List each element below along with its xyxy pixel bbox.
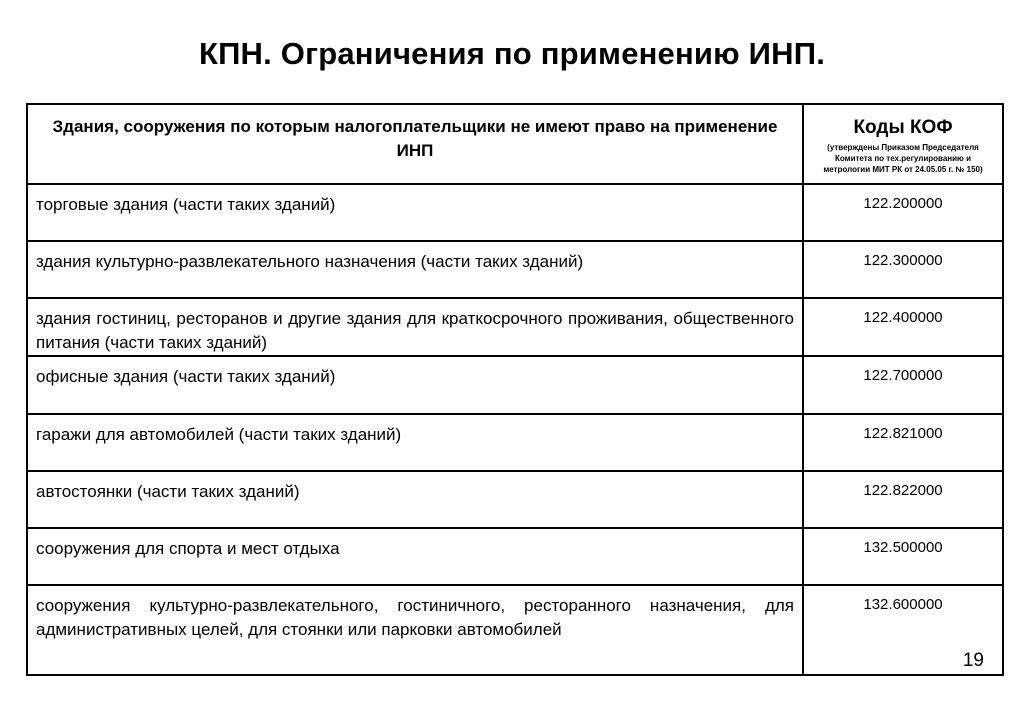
codes-title: Коды КОФ xyxy=(853,117,953,138)
table-row xyxy=(27,528,1003,585)
row-description: здания гостиниц, ресторанов и другие здания для краткосрочного проживания, общественного питания (части таких зданий) xyxy=(27,298,803,356)
row-description: автостоянки (части таких зданий) xyxy=(27,471,803,528)
row-description: гаражи для автомобилей (части таких зданий) xyxy=(27,414,803,471)
table-row xyxy=(27,356,1003,414)
page-number: 19 xyxy=(962,650,984,671)
row-description: здания культурно-развлекательного назначения (части таких зданий) xyxy=(27,241,803,298)
row-code: 122.300000 xyxy=(803,241,1003,298)
slide-title: КПН. Ограничения по применению ИНП. xyxy=(198,36,826,71)
table-row xyxy=(27,585,1003,675)
row-description: сооружения культурно-развлекательного, гостиничного, ресторанного назначения, для административных целей, для стоянки или парковки автомобилей xyxy=(27,585,803,675)
table-row xyxy=(27,471,1003,528)
codes-note: (утверждены Приказом Председателя Комитета по тех.регулированию и метрологии МИТ РК от 24.05.05 г. № 150) xyxy=(823,143,983,174)
row-code: 122.822000 xyxy=(803,471,1003,528)
restrictions-table xyxy=(26,103,1004,676)
row-description: офисные здания (части таких зданий) xyxy=(27,356,803,414)
row-code: 122.821000 xyxy=(803,414,1003,471)
row-code: 132.500000 xyxy=(803,528,1003,585)
row-code: 122.200000 xyxy=(803,184,1003,241)
row-code: 132.600000 xyxy=(803,585,1003,675)
row-code: 122.700000 xyxy=(803,356,1003,414)
table-row xyxy=(27,241,1003,298)
row-code: 122.400000 xyxy=(803,298,1003,356)
table-header-row xyxy=(27,104,1003,184)
row-description: торговые здания (части таких зданий) xyxy=(27,184,803,241)
table-row xyxy=(27,184,1003,241)
table-row xyxy=(27,298,1003,356)
header-description: Здания, сооружения по которым налогоплательщики не имеют право на применение ИНП xyxy=(27,104,803,184)
row-description: сооружения для спорта и мест отдыха xyxy=(27,528,803,585)
table-row xyxy=(27,414,1003,471)
header-codes xyxy=(803,104,1003,184)
